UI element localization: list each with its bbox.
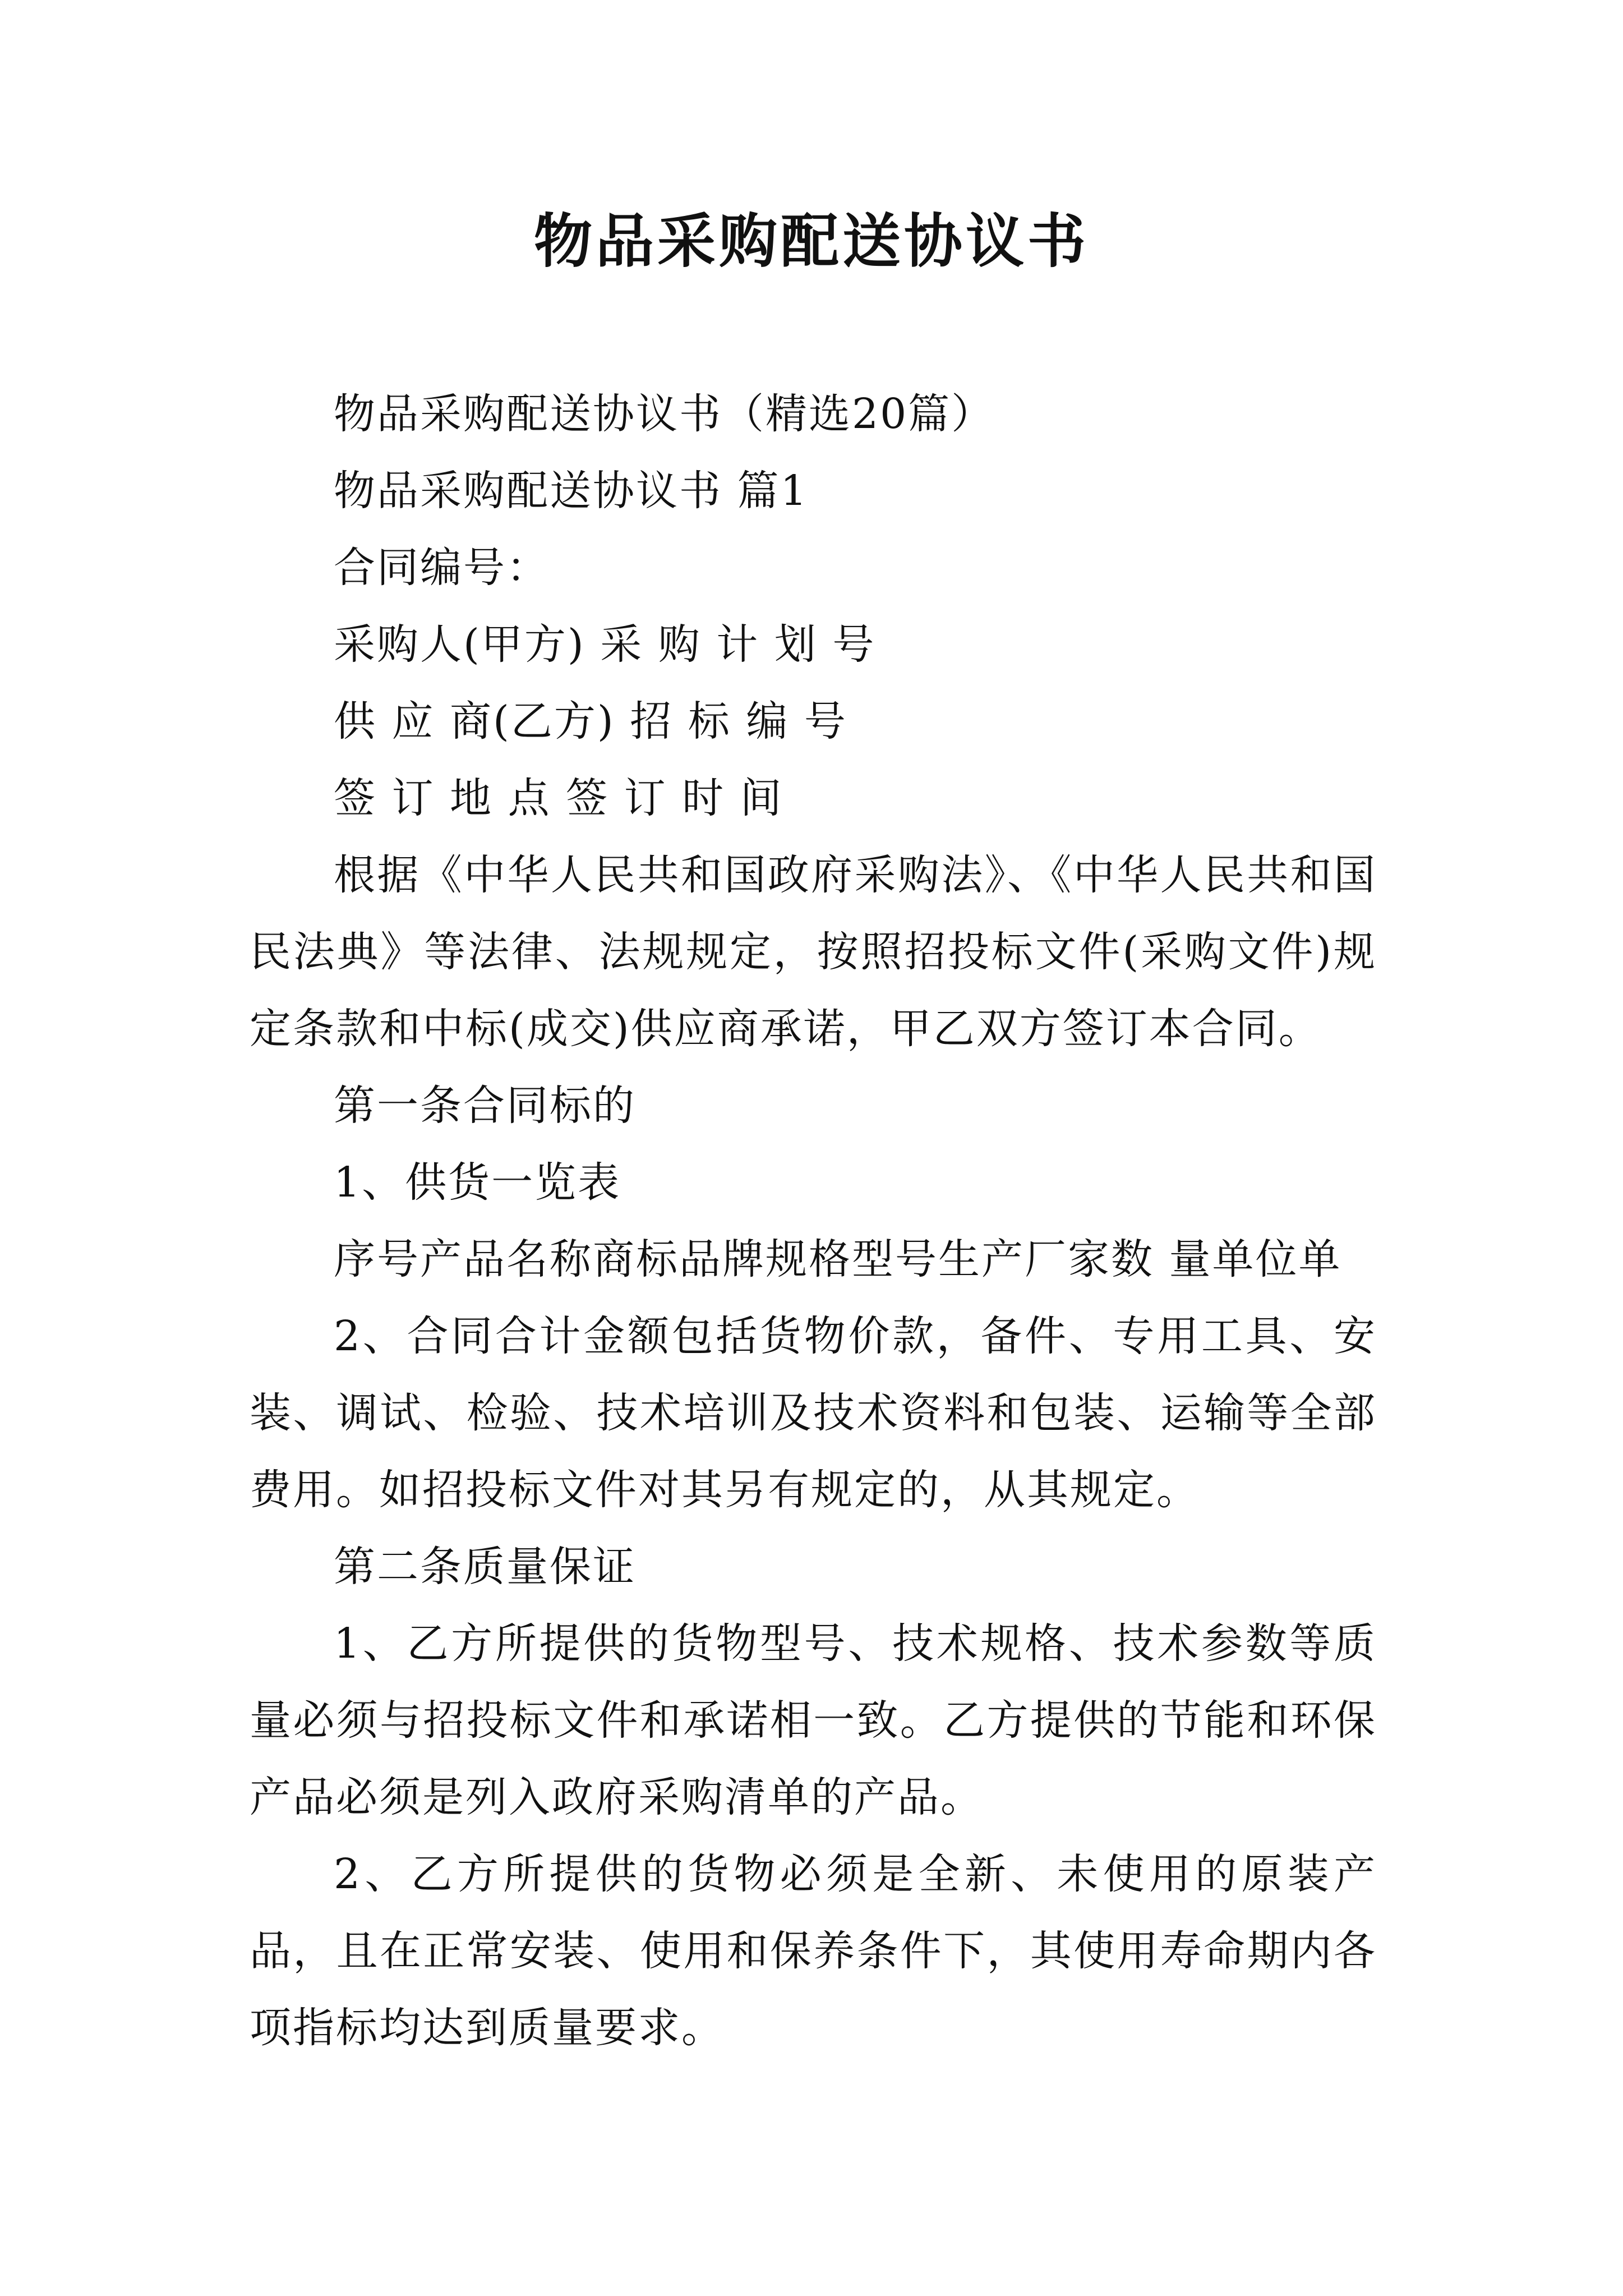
paragraph-quality-1: 1、乙方所提供的货物型号、技术规格、技术参数等质量必须与招投标文件和承诺相一致。乙方提供的节能和环保产品必须是列入政府采购清单的产品。 — [250, 1619, 1377, 1821]
paragraph-preamble: 根据《中华人民共和国政府采购法》、《中华人民共和国民法典》等法律、法规规定，按照招投标文件(采购文件)规定条款和中标(成交)供应商承诺，甲乙双方签订本合同。 — [250, 851, 1377, 1053]
paragraph-total-amount: 2、合同合计金额包括货物价款，备件、专用工具、安装、调试、检验、技术培训及技术资料和包装、运输等全部费用。如招投标文件对其另有规定的，从其规定。 — [250, 1312, 1377, 1514]
paragraph-quality-2: 2、乙方所提供的货物必须是全新、未使用的原装产品，且在正常安装、使用和保养条件下，其使用寿命期内各项指标均达到质量要求。 — [250, 1850, 1377, 2052]
paragraph-contract-number: 合同编号： — [334, 544, 550, 592]
paragraph-article-1: 第一条合同标的 — [334, 1082, 636, 1130]
paragraph-section-heading: 物品采购配送协议书 篇1 — [334, 467, 809, 515]
paragraph-article-2: 第二条质量保证 — [334, 1543, 636, 1591]
document-title: 物品采购配送协议书 — [533, 206, 1089, 275]
paragraph-supplier: 供 应 商(乙方) 招 标 编 号 — [334, 697, 847, 746]
paragraph-table-header: 序号产品名称商标品牌规格型号生产厂家数 量单位单 — [334, 1235, 1342, 1283]
paragraph-purchaser: 采购人(甲方) 采 购 计 划 号 — [334, 620, 876, 669]
paragraph-supply-list: 1、供货一览表 — [334, 1158, 621, 1207]
paragraph-subtitle: 物品采购配送协议书（精选20篇） — [334, 390, 995, 438]
paragraph-signing: 签 订 地 点 签 订 时 间 — [334, 774, 783, 822]
document-body — [250, 376, 1377, 2067]
